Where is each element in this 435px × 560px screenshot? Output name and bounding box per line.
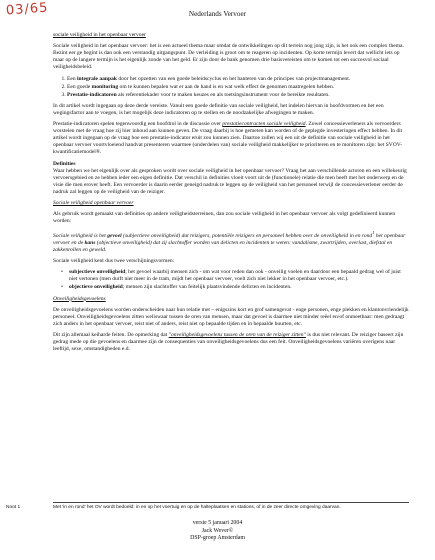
definition-key-kans: kans — [84, 239, 96, 246]
safety-type-item — [69, 269, 409, 283]
safety-type-text: ; mensen zijn slachtoffer van feitelijk plaatsvindende delicten en incidenten. — [122, 284, 292, 291]
paragraph-definitions: Waar hebben we het eigenlijk over als gesproken wordt over sociale veiligheid in het openbaar vervoer? Vraag het aan verschillende actoren en een willekeurig vervoersgebied en ze hebben ieder een eigen definitie. Dat verschil in definities vloeit voort uit de (functionele) relatie die men heeft met het onderwerp en de visie die men erover heeft. Een vervoerder is daarin eerder geneigd nadruk te leggen op de veiligheid van het personeel terwijl de concessieverlener eerder de nadruk zal leggen op de veiligheid van de reiziger. — [53, 167, 407, 195]
requirement-item — [67, 84, 409, 91]
requirement-pre: Een goede — [67, 83, 92, 90]
subheading-social-safety: Sociale veiligheid openbaar vervoer — [53, 200, 134, 207]
handwritten-note: 03/65 — [5, 0, 49, 19]
paragraph-two-forms: Sociale veiligheid kent dus twee verschijningsvormen: — [53, 257, 175, 264]
footer-author: Jack Wever© — [201, 527, 234, 534]
safety-type-text: ; het gevoel waarbij mensen zich - om wat voor reden dan ook - onveilig voelen en daardoor een bepaald gedrag wel of juist niet vertonen (men durft niet meer in de tram, mijdt het openbaar vervoer, voelt zich niet lekker in het openbaar vervoer, etc.). — [69, 269, 401, 283]
definities-heading: Definities — [53, 160, 76, 167]
footnote-divider — [53, 502, 409, 503]
requirement-key: Prestatie-indicatoren — [67, 91, 117, 98]
requirement-post: om te kunnen bepalen wat er aan de hand is en wat welk effect de genomen maatregelen hebben. — [118, 83, 335, 90]
paragraph-text: Prestatie-indicatoren spelen tegenwoordig een hoofdrol in de discussie over — [53, 121, 223, 128]
footnote-label: Noot 1 — [6, 505, 21, 510]
requirement-post: als referentiekader voor te maken keuzes en als toetsingsinstrument voor de bereikte resultaten. — [116, 91, 330, 98]
definition-key-gevoel: gevoel — [107, 232, 122, 239]
requirement-key: monitoring — [91, 83, 119, 90]
definition-text: het openbaar vervoer en de — [53, 232, 406, 246]
page-header-title: Nederlands Vervoer — [188, 10, 247, 18]
footnote-ref: 1 — [372, 229, 375, 235]
footer-organization: DSP-groep Amsterdam — [190, 535, 245, 542]
footer-version: versie 5 januari 2004 — [192, 520, 243, 526]
intro-paragraph: Sociale veiligheid in het openbaar vervoer: het is een actueel thema maar omdat de ontwikkelingen op dit terrein nog jong zijn, is het ook een complex thema. Bezint eer ge begint is dan ook een verstandig uitgangspunt. De verleiding is groot om te reageren op incidenten. Op korte termijn levert dat wellicht iets op maar op de langere termijn is het eigenlijk zonde van het geld. Er zijn door de bank genomen drie basisvereisten om te komen tot een succesvol sociaal veiligheidsbeleid. — [53, 43, 404, 71]
subheading-feelings: Onveiligheidsgevoelens — [53, 295, 106, 302]
section-title: sociale veiligheid in het openbaar vervoer — [53, 32, 146, 38]
requirement-post: door het opzetten van een goede beleidscyclus en het hanteren van de principes van projectmanagement. — [116, 75, 351, 82]
paragraph-text: is dus niet relevant. De reiziger baseert zijn gedrag mede op die gevoelens en daarmee zijn de consequenties van onveiligheidsgevoelens dus een feit. Onveiligheidsgevoelens variëren overigens naar leeftijd, sexe, omstandigheden e.d. — [53, 332, 404, 353]
definition-quote — [53, 230, 409, 254]
quoted-remark: "onveiligheidsgevoelens tussen de oren van de reiziger zitten" — [168, 332, 306, 339]
safety-type-key: subjectieve onveiligheid — [69, 269, 126, 276]
definition-text: Sociale veiligheid is het — [53, 232, 108, 239]
footnote-text: Met 'in en rond' het OV wordt bedoeld: in en op het voertuig en op de halteplaatsen en stations, of in de zeer directe omgeving daarvan. — [53, 505, 341, 510]
paragraph-feelings: De onveiligheidsgevoelens worden onderscheiden naar hun relatie met – enigszins kort en grof samengevat - enge personen, enge plekken en klantonvriendelijk personeel. Onveiligheidsgevoelens zitten weliswaar tussen de oren van mensen, maar dat gevoel is daarmee niet minder reëel en/of onmeetbaar: men gedraagt zich anders in het openbaar vervoer, reist niet of anders, reist niet op bepaalde tijden en in bepaalde buurten, etc. — [53, 307, 409, 328]
requirements-list — [53, 76, 409, 99]
definition-text: (subjectieve onveiligheid) dat reizigers, potentiële reizigers en personeel hebben over de onveiligheid in en rond — [121, 232, 373, 239]
paragraph-performance-indicators — [53, 121, 409, 156]
definition-text: (objectieve onveiligheid) dat zij slachtoffer worden van delicten en incidenten te weten: vandalisme, zwartrijden, overlast, diefstal en zakkenrollen en geweld. — [53, 239, 393, 253]
safety-types-list — [53, 269, 409, 291]
paragraph-text: Dit zijn allemaal keiharde feiten. De opmerking dat — [53, 332, 169, 339]
paragraph-definition-intro: Als gebruik wordt gemaakt van definities op andere veiligheidsterreinen, dan zou sociale veiligheid in het openbaar vervoer als volgt gedefinieerd kunnen worden: — [53, 211, 396, 225]
page-footer — [0, 520, 435, 543]
requirement-pre: Een — [67, 75, 78, 82]
paragraph-third-requirement: In dit artikel wordt ingegaan op deze derde vereiste. Vanuit een goede definitie van sociale veiligheid, het indelen hiervan in hoofdvormen en het een wegingsfactor aan te voegen, is het mogelijk deze indicatoren op te stellen en de noodzakelijke afwegingen te maken. — [53, 103, 384, 117]
document-body — [53, 32, 409, 358]
requirement-item — [67, 92, 409, 99]
emphasis-term: prestatiecontracten sociale veiligheid — [222, 121, 306, 128]
safety-type-key: objectieve onveiligheid — [69, 284, 123, 291]
paragraph-text: . Zowel concessieverleners als vervoerders worstelen met de vraag hoe zij hier inhoud aan kunnen geven. De vraag daarbij is hoe gemeten kan worden of de geplegde investeringen effect hebben. In dit artikel wordt ingegaan op de vraag hoe een prestatie-indicator eruit zou kunnen zien. Daartoe zullen wij een uit de definitie van sociale veiligheid in het openbaar vervoer voortvloeiend handvat presenteren waarmee (onderdelen van) sociale veiligheid makkelijker te prioriteren en te monitoren zijn: het SVOV-kwantificatiemodel®. — [53, 121, 403, 156]
paragraph-hard-facts — [53, 332, 409, 353]
safety-type-item — [69, 284, 409, 291]
requirement-item — [67, 76, 409, 83]
requirement-key: integrale aanpak — [77, 75, 117, 82]
